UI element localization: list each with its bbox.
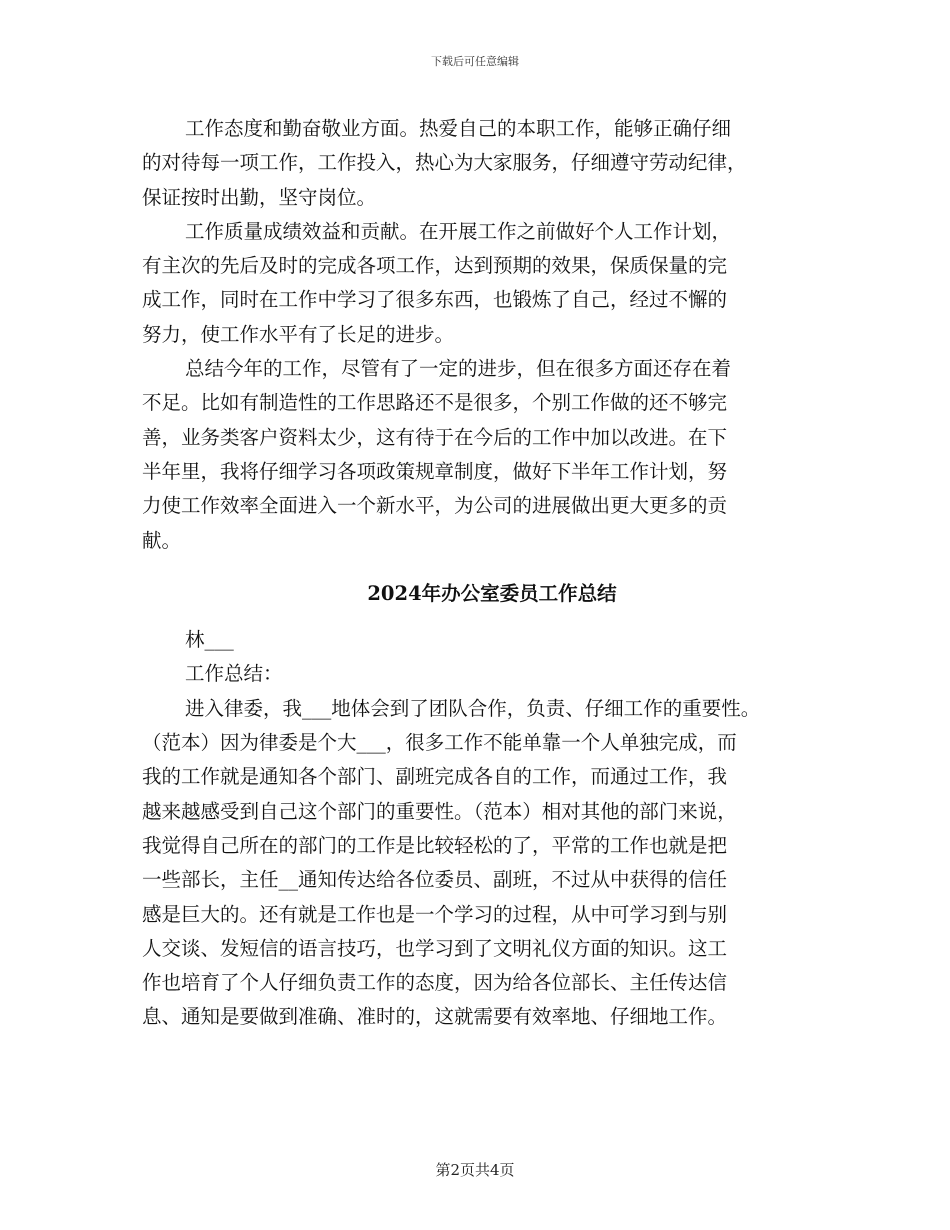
summary-label-line [142, 657, 842, 691]
paragraph-line: 力使工作效率全面进入一个新水平，为公司的进展做出更大更多的贡 [142, 494, 728, 518]
paragraph-line: 善，业务类客户资料太少，这有待于在今后的工作中加以改进。在下 [142, 425, 728, 449]
paragraph-line: 献。 [142, 528, 182, 552]
summary-label: 工作总结： [185, 662, 283, 686]
paragraph-line: 工作态度和勤奋敬业方面。热爱自己的本职工作，能够正确仔细 [185, 117, 732, 140]
paragraph-line: 人交谈、发短信的语言技巧，也学习到了文明礼仪方面的知识。这工 [142, 936, 728, 960]
paragraph-line: 进入律委，我___地体会到了团队合作，负责、仔细工作的重要性。 [185, 696, 761, 720]
paragraph-line: 不足。比如有制造性的工作思路还不是很多，个别工作做的还不够完 [142, 391, 728, 415]
paragraph-line: 成工作，同时在工作中学习了很多东西，也锻炼了自己，经过不懈的 [142, 288, 728, 312]
paragraph-line: 有主次的先后及时的完成各项工作，达到预期的效果，保质保量的完 [142, 254, 728, 278]
paragraph-line: 作也培育了个人仔细负责工作的态度，因为给各位部长、主任传达信 [142, 971, 728, 995]
paragraph-line: 努力，使工作水平有了长足的进步。 [142, 322, 455, 346]
paragraph-work-quality [142, 215, 842, 352]
paragraph-line: 的对待每一项工作，工作投入，热心为大家服务，仔细遵守劳动纪律， [142, 151, 747, 175]
paragraph-line: 越来越感受到自己这个部门的重要性。（范本）相对其他的部门来说， [142, 799, 737, 823]
paragraph-line: 半年里，我将仔细学习各项政策规章制度，做好下半年工作计划，努 [142, 459, 728, 483]
author-name: 林___ [185, 628, 234, 652]
document-body [142, 112, 842, 1035]
page-footer: 第2页共4页 [435, 1161, 515, 1179]
paragraph-line: 息、通知是要做到准确、准时的，这就需要有效率地、仔细地工作。 [142, 1005, 728, 1029]
paragraph-line: （范本）因为律委是个大___，很多工作不能单靠一个人单独完成，而 [142, 731, 737, 755]
page-header: 下载后可任意编辑 [431, 55, 519, 68]
paragraph-line: 我的工作就是通知各个部门、副班完成各自的工作，而通过工作，我 [142, 765, 728, 789]
paragraph-line: 工作质量成绩效益和贡献。在开展工作之前做好个人工作计划， [185, 219, 732, 243]
paragraph-line: 我觉得自己所在的部门的工作是比较轻松的了，平常的工作也就是把 [142, 833, 728, 857]
section-title: 2024年办公室委员工作总结 [367, 581, 617, 605]
paragraph-line: 保证按时出勤，坚守岗位。 [142, 185, 377, 209]
author-line [142, 623, 842, 657]
paragraph-line: 一些部长，主任__通知传达给各位委员、副班，不过从中获得的信任 [142, 868, 728, 892]
paragraph-line: 总结今年的工作，尽管有了一定的进步，但在很多方面还存在着 [185, 357, 732, 381]
paragraph-line: 感是巨大的。还有就是工作也是一个学习的过程，从中可学习到与别 [142, 902, 728, 926]
paragraph-work-attitude [142, 112, 842, 215]
paragraph-annual-summary [142, 352, 842, 558]
paragraph-committee-work [142, 692, 842, 1035]
